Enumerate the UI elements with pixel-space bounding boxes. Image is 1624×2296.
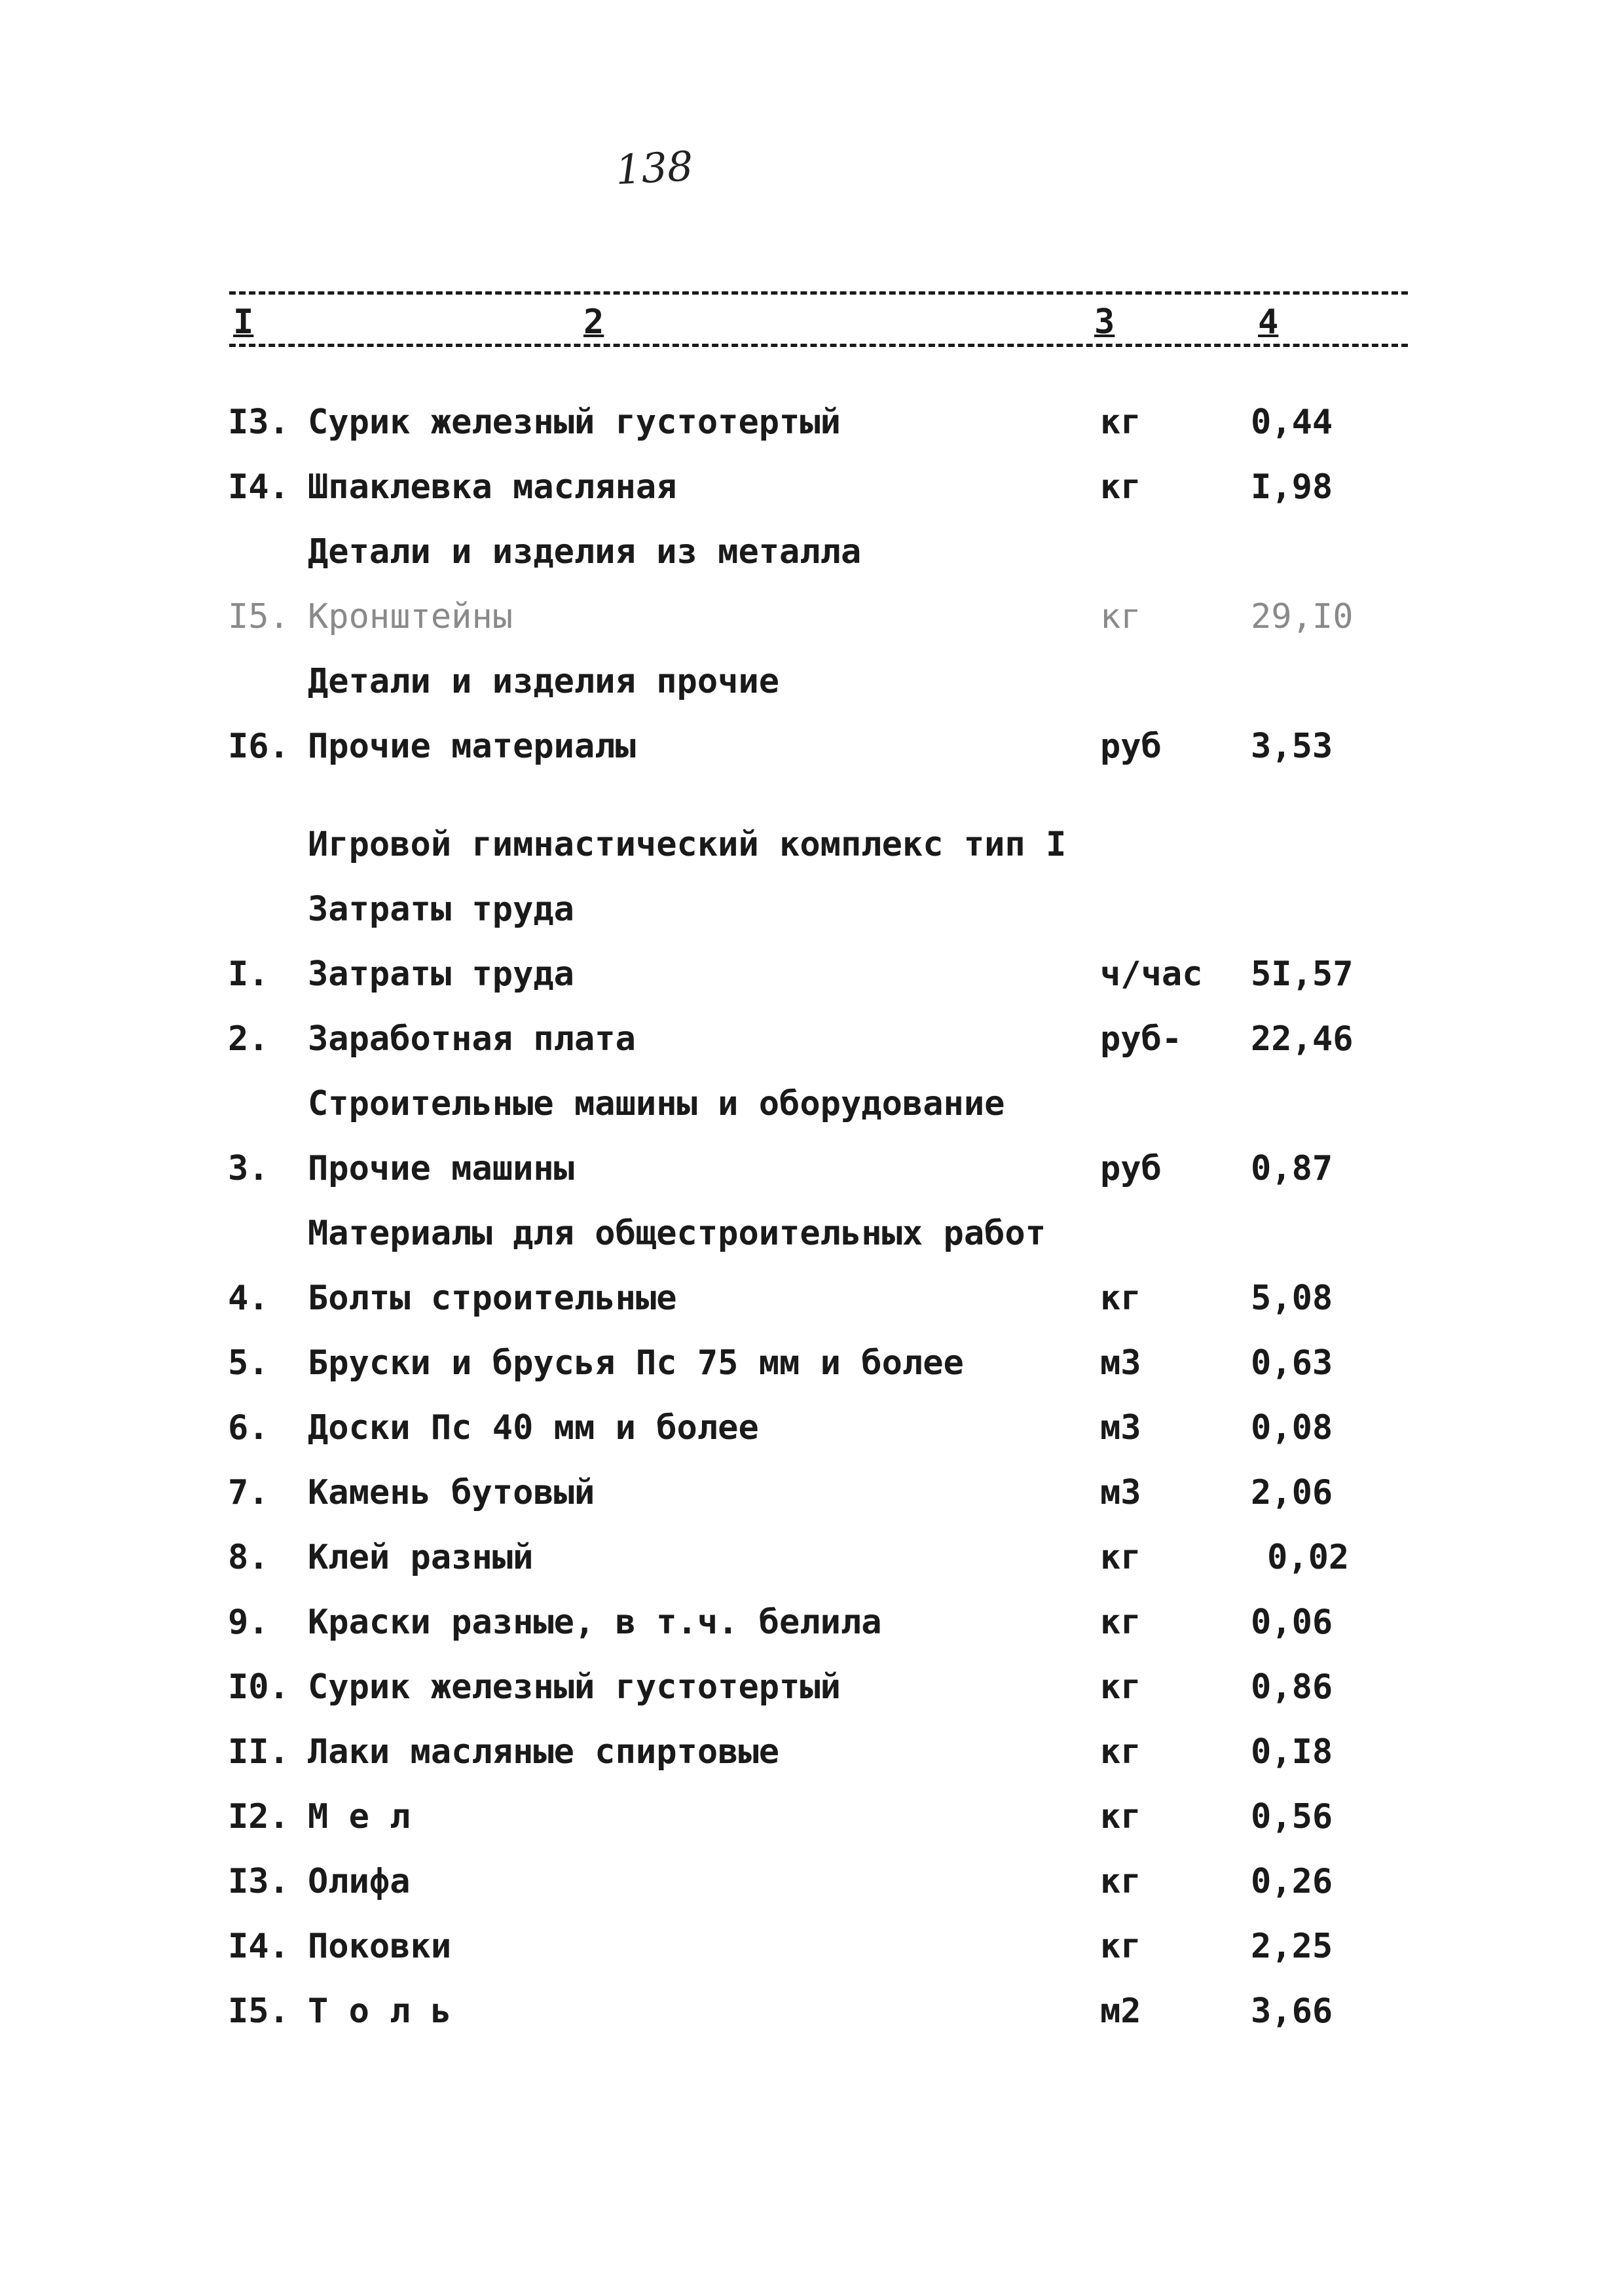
row-name: Прочие машины: [308, 1149, 574, 1188]
row-name: Клей разный: [308, 1538, 534, 1577]
row-number: I5.: [228, 597, 289, 636]
row-number: I3.: [228, 403, 289, 442]
row-unit: кг: [1100, 467, 1141, 507]
row-unit: кг: [1100, 403, 1141, 442]
section-heading: [0, 818, 1624, 871]
row-value: 5I,57: [1251, 955, 1354, 994]
row-unit: м3: [1100, 1473, 1141, 1512]
row-unit: руб: [1100, 727, 1162, 766]
row-value: 3,66: [1251, 1992, 1333, 2031]
row-unit: кг: [1100, 1279, 1141, 1318]
section-title: Детали и изделия из металла: [308, 532, 862, 572]
table-row: [0, 948, 1624, 1000]
row-name: Камень бутовый: [308, 1473, 595, 1512]
row-unit: руб: [1100, 1149, 1162, 1188]
row-value: 2,25: [1251, 1927, 1333, 1966]
table-row: [0, 1531, 1624, 1584]
row-value: 0,56: [1251, 1797, 1333, 1836]
table-row: [0, 1791, 1624, 1843]
row-name: Затраты труда: [308, 955, 574, 994]
row-number: I5.: [228, 1992, 289, 2031]
row-value: 0,63: [1251, 1343, 1333, 1383]
table-row: [0, 1596, 1624, 1649]
section-heading: [0, 1078, 1624, 1130]
row-number: 9.: [228, 1603, 269, 1642]
row-name: Лаки масляные спиртовые: [308, 1732, 780, 1772]
row-value: 3,53: [1251, 727, 1333, 766]
row-number: 5.: [228, 1343, 269, 1383]
table-row: [0, 1985, 1624, 2037]
row-value: 0,02: [1267, 1538, 1350, 1577]
row-name: Прочие материалы: [308, 727, 636, 766]
header-col-4: 4: [1254, 302, 1282, 342]
table-row: [0, 1661, 1624, 1713]
row-number: I.: [228, 955, 269, 994]
row-unit: м3: [1100, 1408, 1141, 1448]
table-row: [0, 1726, 1624, 1778]
row-name: Доски Пс 40 мм и более: [308, 1408, 759, 1448]
row-number: 6.: [228, 1408, 269, 1448]
row-value: 2,06: [1251, 1473, 1333, 1512]
row-unit: кг: [1100, 1603, 1141, 1642]
row-number: I6.: [228, 727, 289, 766]
row-value: 0,87: [1251, 1149, 1333, 1188]
row-unit: кг: [1100, 1732, 1141, 1772]
row-unit: кг: [1100, 1927, 1141, 1966]
section-title: Игровой гимнастический комплекс тип I: [308, 825, 1067, 864]
section-heading: [0, 655, 1624, 708]
table-row: [0, 1920, 1624, 1973]
row-name: Т о л ь: [308, 1992, 452, 2031]
row-unit: м3: [1100, 1343, 1141, 1383]
table-row: [0, 1467, 1624, 1519]
table-row: [0, 720, 1624, 773]
row-unit: кг: [1100, 1862, 1141, 1901]
row-number: I4.: [228, 1927, 289, 1966]
row-value: 29,I0: [1251, 597, 1354, 636]
row-number: I0.: [228, 1667, 289, 1707]
row-value: I,98: [1251, 467, 1333, 507]
row-name: Краски разные, в т.ч. белила: [308, 1603, 882, 1642]
row-unit: кг: [1100, 1667, 1141, 1707]
row-name: Заработная плата: [308, 1019, 636, 1059]
row-number: 4.: [228, 1279, 269, 1318]
table-row: [0, 396, 1624, 448]
row-unit: ч/час: [1100, 955, 1203, 994]
row-value: 0,26: [1251, 1862, 1333, 1901]
row-value: 0,86: [1251, 1667, 1333, 1707]
row-value: 0,I8: [1251, 1732, 1333, 1772]
header-col-3: 3: [1090, 302, 1118, 342]
header-col-1: I: [229, 302, 257, 342]
row-name: Олифа: [308, 1862, 411, 1901]
table-row: [0, 1272, 1624, 1324]
row-value: 0,44: [1251, 403, 1333, 442]
row-value: 22,46: [1251, 1019, 1354, 1059]
row-unit: руб-: [1100, 1019, 1183, 1059]
table-row: [0, 1402, 1624, 1454]
row-unit: кг: [1100, 597, 1141, 636]
row-number: II.: [228, 1732, 289, 1772]
page-number: 138: [614, 141, 695, 194]
section-title: Детали и изделия прочие: [308, 662, 780, 701]
section-heading: [0, 883, 1624, 936]
header-col-2: 2: [580, 302, 608, 342]
table-row: [0, 591, 1624, 643]
row-name: Шпаклевка масляная: [308, 467, 677, 507]
table-row: [0, 1142, 1624, 1195]
row-number: 2.: [228, 1019, 269, 1059]
section-heading: [0, 526, 1624, 578]
table-row: [0, 1013, 1624, 1065]
row-number: I2.: [228, 1797, 289, 1836]
row-number: I4.: [228, 467, 289, 507]
row-name: Поковки: [308, 1927, 452, 1966]
section-heading: [0, 1207, 1624, 1260]
row-name: Сурик железный густотертый: [308, 403, 841, 442]
row-unit: м2: [1100, 1992, 1141, 2031]
row-value: 0,06: [1251, 1603, 1333, 1642]
row-number: 8.: [228, 1538, 269, 1577]
section-title: Строительные машины и оборудование: [308, 1084, 1005, 1123]
row-number: 3.: [228, 1149, 269, 1188]
table-row: [0, 1337, 1624, 1389]
row-name: Сурик железный густотертый: [308, 1667, 841, 1707]
row-unit: кг: [1100, 1538, 1141, 1577]
row-unit: кг: [1100, 1797, 1141, 1836]
row-value: 0,08: [1251, 1408, 1333, 1448]
table-row: [0, 1855, 1624, 1908]
row-number: I3.: [228, 1862, 289, 1901]
row-name: Кронштейны: [308, 597, 513, 636]
row-value: 5,08: [1251, 1279, 1333, 1318]
section-title: Материалы для общестроительных работ: [308, 1214, 1046, 1253]
table-row: [0, 461, 1624, 513]
row-number: 7.: [228, 1473, 269, 1512]
row-name: Болты строительные: [308, 1279, 677, 1318]
row-name: Бруски и брусья Пс 75 мм и более: [308, 1343, 964, 1383]
row-name: М е л: [308, 1797, 411, 1836]
section-title: Затраты труда: [308, 890, 574, 929]
